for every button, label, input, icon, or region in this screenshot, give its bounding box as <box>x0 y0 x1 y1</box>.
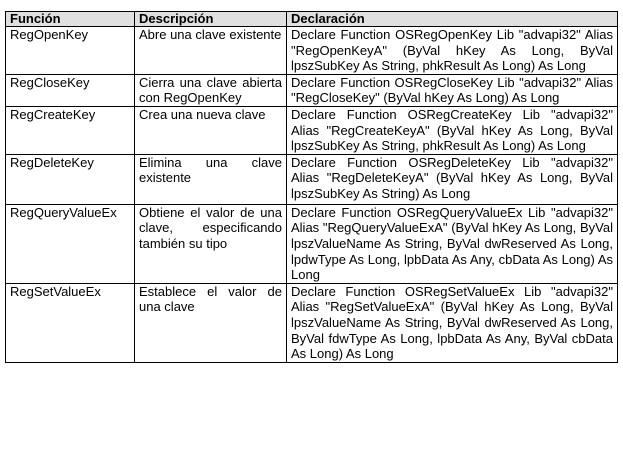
cell-funcion: RegCreateKey <box>6 106 135 154</box>
cell-descripcion: Crea una nueva clave <box>135 106 287 154</box>
cell-declaracion: Declare Function OSRegCreateKey Lib "advapi32" Alias "RegCreateKeyA" (ByVal hKey As Long, ByVal lpszSubKey As String, phkResult As Long) As Long <box>287 106 618 154</box>
cell-funcion: RegOpenKey <box>6 27 135 75</box>
table-row <box>6 106 618 154</box>
cell-declaracion: Declare Function OSRegDeleteKey Lib "advapi32" Alias "RegDeleteKeyA" (ByVal hKey As Long, ByVal lpszSubKey As String) As Long <box>287 154 618 204</box>
cell-declaracion: Declare Function OSRegOpenKey Lib "advapi32" Alias "RegOpenKeyA" (ByVal hKey As Long, ByVal lpszSubKey As String, phkResult As Long) As Long <box>287 27 618 75</box>
cell-descripcion: Abre una clave existente <box>135 27 287 75</box>
table-row <box>6 154 618 204</box>
cell-declaracion: Declare Function OSRegSetValueEx Lib "advapi32" Alias "RegSetValueExA" (ByVal hKey As Long, ByVal lpszValueName As String, ByVal dwReserved As Long, ByVal fdwType As Long, lpbData As Any, ByVal cbData As Long) As Long <box>287 283 618 362</box>
cell-funcion: RegQueryValueEx <box>6 204 135 283</box>
cell-funcion: RegDeleteKey <box>6 154 135 204</box>
table-row <box>6 204 618 283</box>
cell-declaracion: Declare Function OSRegQueryValueEx Lib "advapi32" Alias "RegQueryValueExA" (ByVal hKey As Long, ByVal lpszValueName As String, ByVal dwReserved As Long, lpdwType As Long, lpbData As Any, cbData As Long) As Long <box>287 204 618 283</box>
cell-descripcion: Establece el valor de una clave <box>135 283 287 362</box>
cell-declaracion: Declare Function OSRegCloseKey Lib "advapi32" Alias "RegCloseKey" (ByVal hKey As Long) As Long <box>287 74 618 106</box>
header-row <box>6 12 618 27</box>
header-funcion: Función <box>6 12 135 27</box>
table-row <box>6 283 618 362</box>
cell-funcion: RegSetValueEx <box>6 283 135 362</box>
table-row <box>6 74 618 106</box>
header-descripcion: Descripción <box>135 12 287 27</box>
cell-descripcion: Elimina una clave existente <box>135 154 287 204</box>
registry-api-table <box>5 11 618 363</box>
header-declaracion: Declaración <box>287 12 618 27</box>
table-row <box>6 27 618 75</box>
cell-funcion: RegCloseKey <box>6 74 135 106</box>
cell-descripcion: Cierra una clave abierta con RegOpenKey <box>135 74 287 106</box>
cell-descripcion: Obtiene el valor de una clave, especificando también su tipo <box>135 204 287 283</box>
